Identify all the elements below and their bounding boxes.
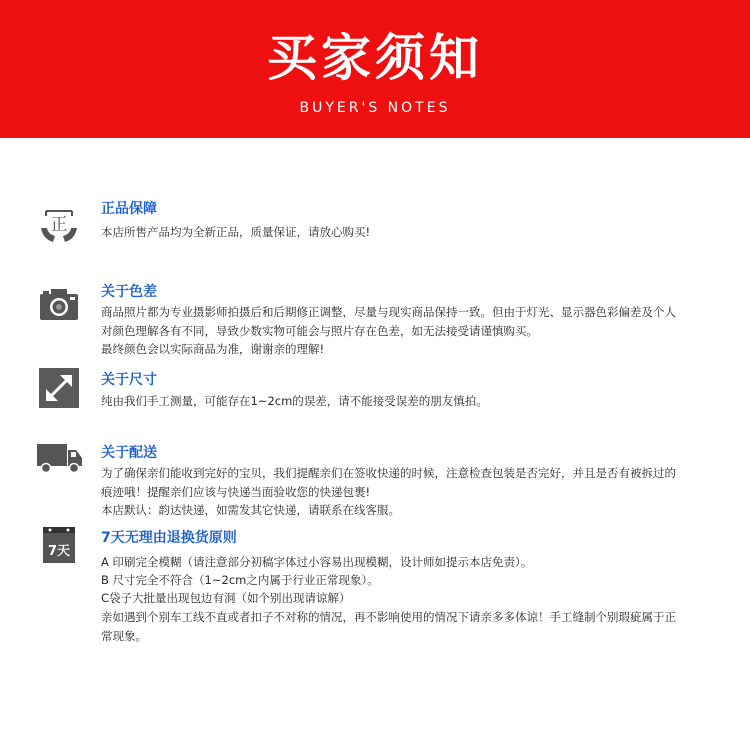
section-text-line: 最终颜色会以实际商品为准，谢谢亲的理解!	[101, 342, 325, 356]
header-banner	[0, 0, 750, 138]
section-text-line: 商品照片都为专业摄影师拍摄后和后期修正调整，尽量与现实商品保持一致。但由于灯光、显示器色彩偏差及个人	[101, 305, 676, 319]
section-text-line: B 尺寸完全不符合（1~2cm之内属于行业正常现象）。	[101, 573, 379, 587]
section-text-line: 常现象。	[101, 629, 147, 643]
section-heading: 关于尺寸	[101, 372, 157, 388]
section-heading: 关于配送	[101, 445, 157, 461]
section-text-line: A 印刷完全模糊（请注意部分初稿字体过小容易出现模糊，设计师如提示本店免责）。	[101, 555, 533, 569]
page-title: 买家须知	[267, 29, 483, 87]
section-text-line: C袋子大批量出现包边有洞（如个别出现请谅解）	[101, 591, 351, 605]
section-heading: 7天无理由退换货原则	[101, 530, 237, 546]
section-heading: 关于色差	[101, 284, 157, 300]
section-heading: 正品保障	[101, 201, 157, 217]
section-text-line: 痕迹哦！提醒亲们应该与快递当面验收您的快递包裹!	[101, 485, 371, 499]
truck-icon	[36, 436, 84, 478]
svg-text:7天: 7天	[47, 544, 71, 559]
section-text-line: 亲如遇到个别车工线不直或者扣子不对称的情况，再不影响使用的情况下请亲多多体谅！手工缝制个别瑕疵属于正	[101, 610, 676, 624]
seven-day-return-icon	[38, 523, 80, 565]
section-text-line: 对颜色理解各有不同，导致少数实物可能会与照片存在色差，如无法接受请谨慎购买。	[101, 324, 538, 338]
resize-arrow-icon	[38, 367, 80, 409]
camera-icon	[38, 283, 80, 325]
section-text-line: 本店默认：韵达快递，如需发其它快递，请联系在线客服。	[101, 503, 400, 517]
section-text-line: 本店所售产品均为全新正品，质量保证，请放心购买!	[101, 225, 371, 239]
page-subtitle: BUYER'S NOTES	[299, 100, 451, 116]
genuine-guarantee-icon	[38, 203, 80, 245]
section-text-line: 纯由我们手工测量，可能存在1~2cm的误差，请不能接受误差的朋友慎拍。	[101, 394, 488, 408]
svg-text:正: 正	[50, 215, 68, 235]
section-text-line: 为了确保亲们能收到完好的宝贝，我们提醒亲们在签收快递的时候，注意检查包装是否完好，并且是否有被拆过的	[101, 466, 676, 480]
